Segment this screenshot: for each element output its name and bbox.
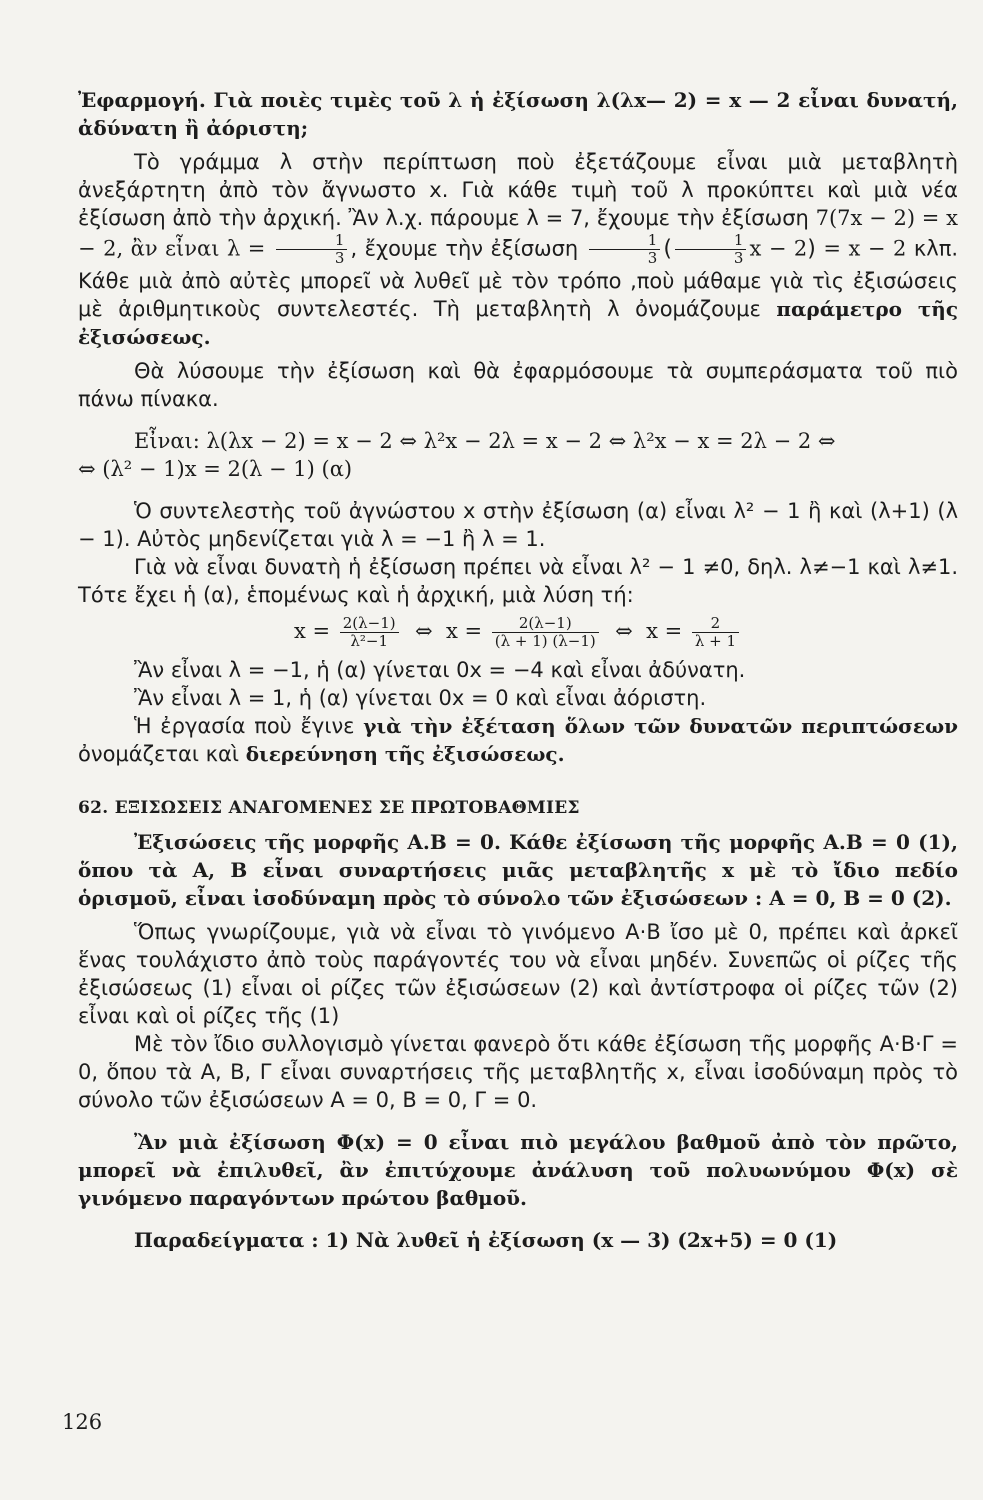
- paragraph-indeterminate: Ἂν εἶναι λ = 1, ἡ (α) γίνεται 0x = 0 καὶ εἶναι ἀόριστη.: [134, 686, 707, 710]
- parameter-text-d: x − 2: [749, 236, 808, 261]
- paragraph-coefficient: Ὁ συντελεστὴς τοῦ ἀγνώστου x στὴν ἐξίσωση (α) εἶναι λ² − 1 ἢ καὶ (λ+1) (λ − 1). Αὐτὸς μηδενίζεται γιὰ λ = −1 ἢ λ = 1.: [78, 499, 958, 551]
- application-lead: Ἐφαρμογή. Γιὰ ποιὲς τιμὲς τοῦ λ ἡ ἐξίσωση λ(λx— 2) = x — 2 εἶναι δυνατή, ἀδύνατη ἢ ἀόριστη;: [78, 88, 958, 140]
- fraction-one-third-inner: $\frac{1}{3}$: [675, 232, 747, 267]
- parameter-term: παράμετρο τῆς ἐξισώσεως.: [78, 297, 958, 349]
- paragraph-parameter: Τὸ γράμμα λ στὴν περίπτωση ποὺ ἐξετάζουμε εἶναι μιὰ μεταβλητὴ ἀνεξάρτητη ἀπὸ τὸν ἄγνωστο x. Γιὰ κάθε τιμὴ τοῦ λ προκύπτει καὶ μιὰ νέα ἐξίσωση ἀπὸ τὴν ἀρχική. Ἂν λ.χ. πάρουμε λ = 7, ἔχουμε τὴν ἐξίσωση 7(7x − 2) = x − 2, ἂν εἶναι λ = $\frac{1}{3}$ , ἔχουμε τὴν ἐξίσωση $\frac{1}{3}$ ( $\frac{1}{3}$ x − 2) = x − 2 κλπ. Κάθε μιὰ ἀπὸ αὐτὲς μπορεῖ νὰ λυθεῖ μὲ τὸν τρόπο ,ποὺ μάθαμε γιὰ τὶς ἐξισώσεις μὲ ἀριθμητικοὺς συντελεστές. Τὴ μεταβλητὴ λ ὀνομάζουμε παράμετρο τῆς ἐξισώσεως.: [78, 150, 959, 349]
- page-content: [78, 86, 958, 1254]
- paragraph-higher-degree: Ἂν μιὰ ἐξίσωση Φ(x) = 0 εἶναι πιὸ μεγάλου βαθμοῦ ἀπὸ τὸν πρῶτο, μπορεῖ νὰ ἐπιλυθεῖ, ἂν ἐπιτύχουμε ἀνάλυση τοῦ πολυωνύμου Φ(x) σὲ γινόμενο παραγόντων πρώτου βαθμοῦ.: [78, 1130, 958, 1210]
- equation-line-2: ⇔ (λ² − 1)x = 2(λ − 1) (α): [78, 457, 353, 481]
- equation-line-1: Εἶναι: λ(λx − 2) = x − 2 ⇔ λ²x − 2λ = x − 2 ⇔ λ²x − x = 2λ − 2 ⇔: [134, 429, 836, 453]
- paragraph-discussion: Ἡ ἐργασία ποὺ ἔγινε γιὰ τὴν ἐξέταση ὅλων τῶν δυνατῶν περιπτώσεων ὀνομάζεται καὶ διερεύνηση τῆς ἐξισώσεως.: [78, 714, 959, 766]
- page-number: 126: [62, 1410, 103, 1434]
- solution-equation: x = $\frac{2(\lambda-1)}{\text{λ²−1}}$ ⇔ x = $\frac{2(\lambda-1)}{(\lambda + 1) (\lambda-1)}$ ⇔ x = $\frac{2}{\lambda + 1}$: [78, 615, 958, 650]
- parameter-text-c: , ἔχουμε τὴν ἐξίσωση: [350, 236, 579, 261]
- solution-fraction-3: $\frac{2}{\lambda + 1}$: [692, 615, 739, 650]
- paragraph-impossible: Ἂν εἶναι λ = −1, ἡ (α) γίνεται 0x = −4 καὶ εἶναι ἀδύνατη.: [134, 658, 746, 682]
- parameter-text-b: 7(7x − 2) = x − 2, ἂν εἶναι λ =: [78, 206, 958, 261]
- fraction-one-third: $\frac{1}{3}$: [276, 232, 348, 267]
- parameter-text-f: κλπ. Κάθε μιὰ ἀπὸ αὐτὲς μπορεῖ νὰ λυθεῖ μὲ τὸν τρόπο ,ποὺ μάθαμε γιὰ τὶς ἐξισώσεις μὲ ἀριθμητικοὺς συντελεστές. Τὴ μεταβλητὴ λ ὀνομάζουμε: [78, 236, 959, 321]
- theorem-statement: Ἐξισώσεις τῆς μορφῆς A.B = 0. Κάθε ἐξίσωση τῆς μορφῆς A.B = 0 (1), ὅπου τὰ A, B εἶναι συναρτήσεις μιᾶς μεταβλητῆς x μὲ τὸ ἴδιο πεδίο ὁρισμοῦ, εἶναι ἰσοδύναμη πρὸς τὸ σύνολο τῶν ἐξισώσεων : A = 0, B = 0 (2).: [78, 830, 958, 910]
- section-heading: 62. ΕΞΙΣΩΣΕΙΣ ΑΝΑΓΟΜΕΝΕΣ ΣΕ ΠΡΩΤΟΒΑΘΜΙΕΣ: [78, 798, 580, 818]
- paragraph-proof: Ὅπως γνωρίζουμε, γιὰ νὰ εἶναι τὸ γινόμενο A·B ἴσο μὲ 0, πρέπει καὶ ἀρκεῖ ἕνας τουλάχιστο ἀπὸ τοὺς παράγοντές του νὰ εἶναι μηδέν. Συνεπῶς οἱ ρίζες τῆς ἐξισώσεως (1) εἶναι οἱ ρίζες τῶν ἐξισώσεων (2) καὶ ἀντίστροφα οἱ ρίζες τῶν (2) εἶναι καὶ οἱ ρίζες τῆς (1): [78, 920, 958, 1028]
- paragraph-apply: Θὰ λύσουμε τὴν ἐξίσωση καὶ θὰ ἐφαρμόσουμε τὰ συμπεράσματα τοῦ πιὸ πάνω πίνακα.: [78, 359, 958, 411]
- solution-fraction-2: $\frac{2(\lambda-1)}{(\lambda + 1) (\lambda-1)}$: [492, 615, 599, 650]
- fraction-one-third-coef: $\frac{1}{3}$: [589, 232, 661, 267]
- paragraph-possible: Γιὰ νὰ εἶναι δυνατὴ ἡ ἐξίσωση πρέπει νὰ εἶναι λ² − 1 ≠0, δηλ. λ≠−1 καὶ λ≠1. Τότε ἔχει ἡ (α), ἑπομένως καὶ ἡ ἀρχική, μιὰ λύση τή:: [78, 555, 958, 607]
- paragraph-three-factors: Μὲ τὸν ἴδιο συλλογισμὸ γίνεται φανερὸ ὅτι κάθε ἐξίσωση τῆς μορφῆς A·B·Γ = 0, ὅπου τὰ A, B, Γ εἶναι συναρτήσεις τῆς μεταβλητῆς x, εἶναι ἰσοδύναμη πρὸς τὸ σύνολο τῶν ἐξισώσεων A = 0, B = 0, Γ = 0.: [78, 1032, 958, 1112]
- parameter-text-e: = x − 2: [823, 236, 907, 261]
- parameter-text-a: Τὸ γράμμα λ στὴν περίπτωση ποὺ ἐξετάζουμε εἶναι μιὰ μεταβλητὴ ἀνεξάρτητη ἀπὸ τὸν ἄγνωστο x. Γιὰ κάθε τιμὴ τοῦ λ προκύπτει καὶ μιὰ νέα ἐξίσωση ἀπὸ τὴν ἀρχική. Ἂν λ.χ. πάρουμε λ = 7, ἔχουμε τὴν ἐξίσωση: [78, 150, 958, 230]
- paragraph-examples: Παραδείγματα : 1) Νὰ λυθεῖ ἡ ἐξίσωση (x — 3) (2x+5) = 0 (1): [134, 1228, 838, 1252]
- solution-fraction-1: $\frac{2(\lambda-1)}{\text{λ²−1}}$: [340, 615, 399, 650]
